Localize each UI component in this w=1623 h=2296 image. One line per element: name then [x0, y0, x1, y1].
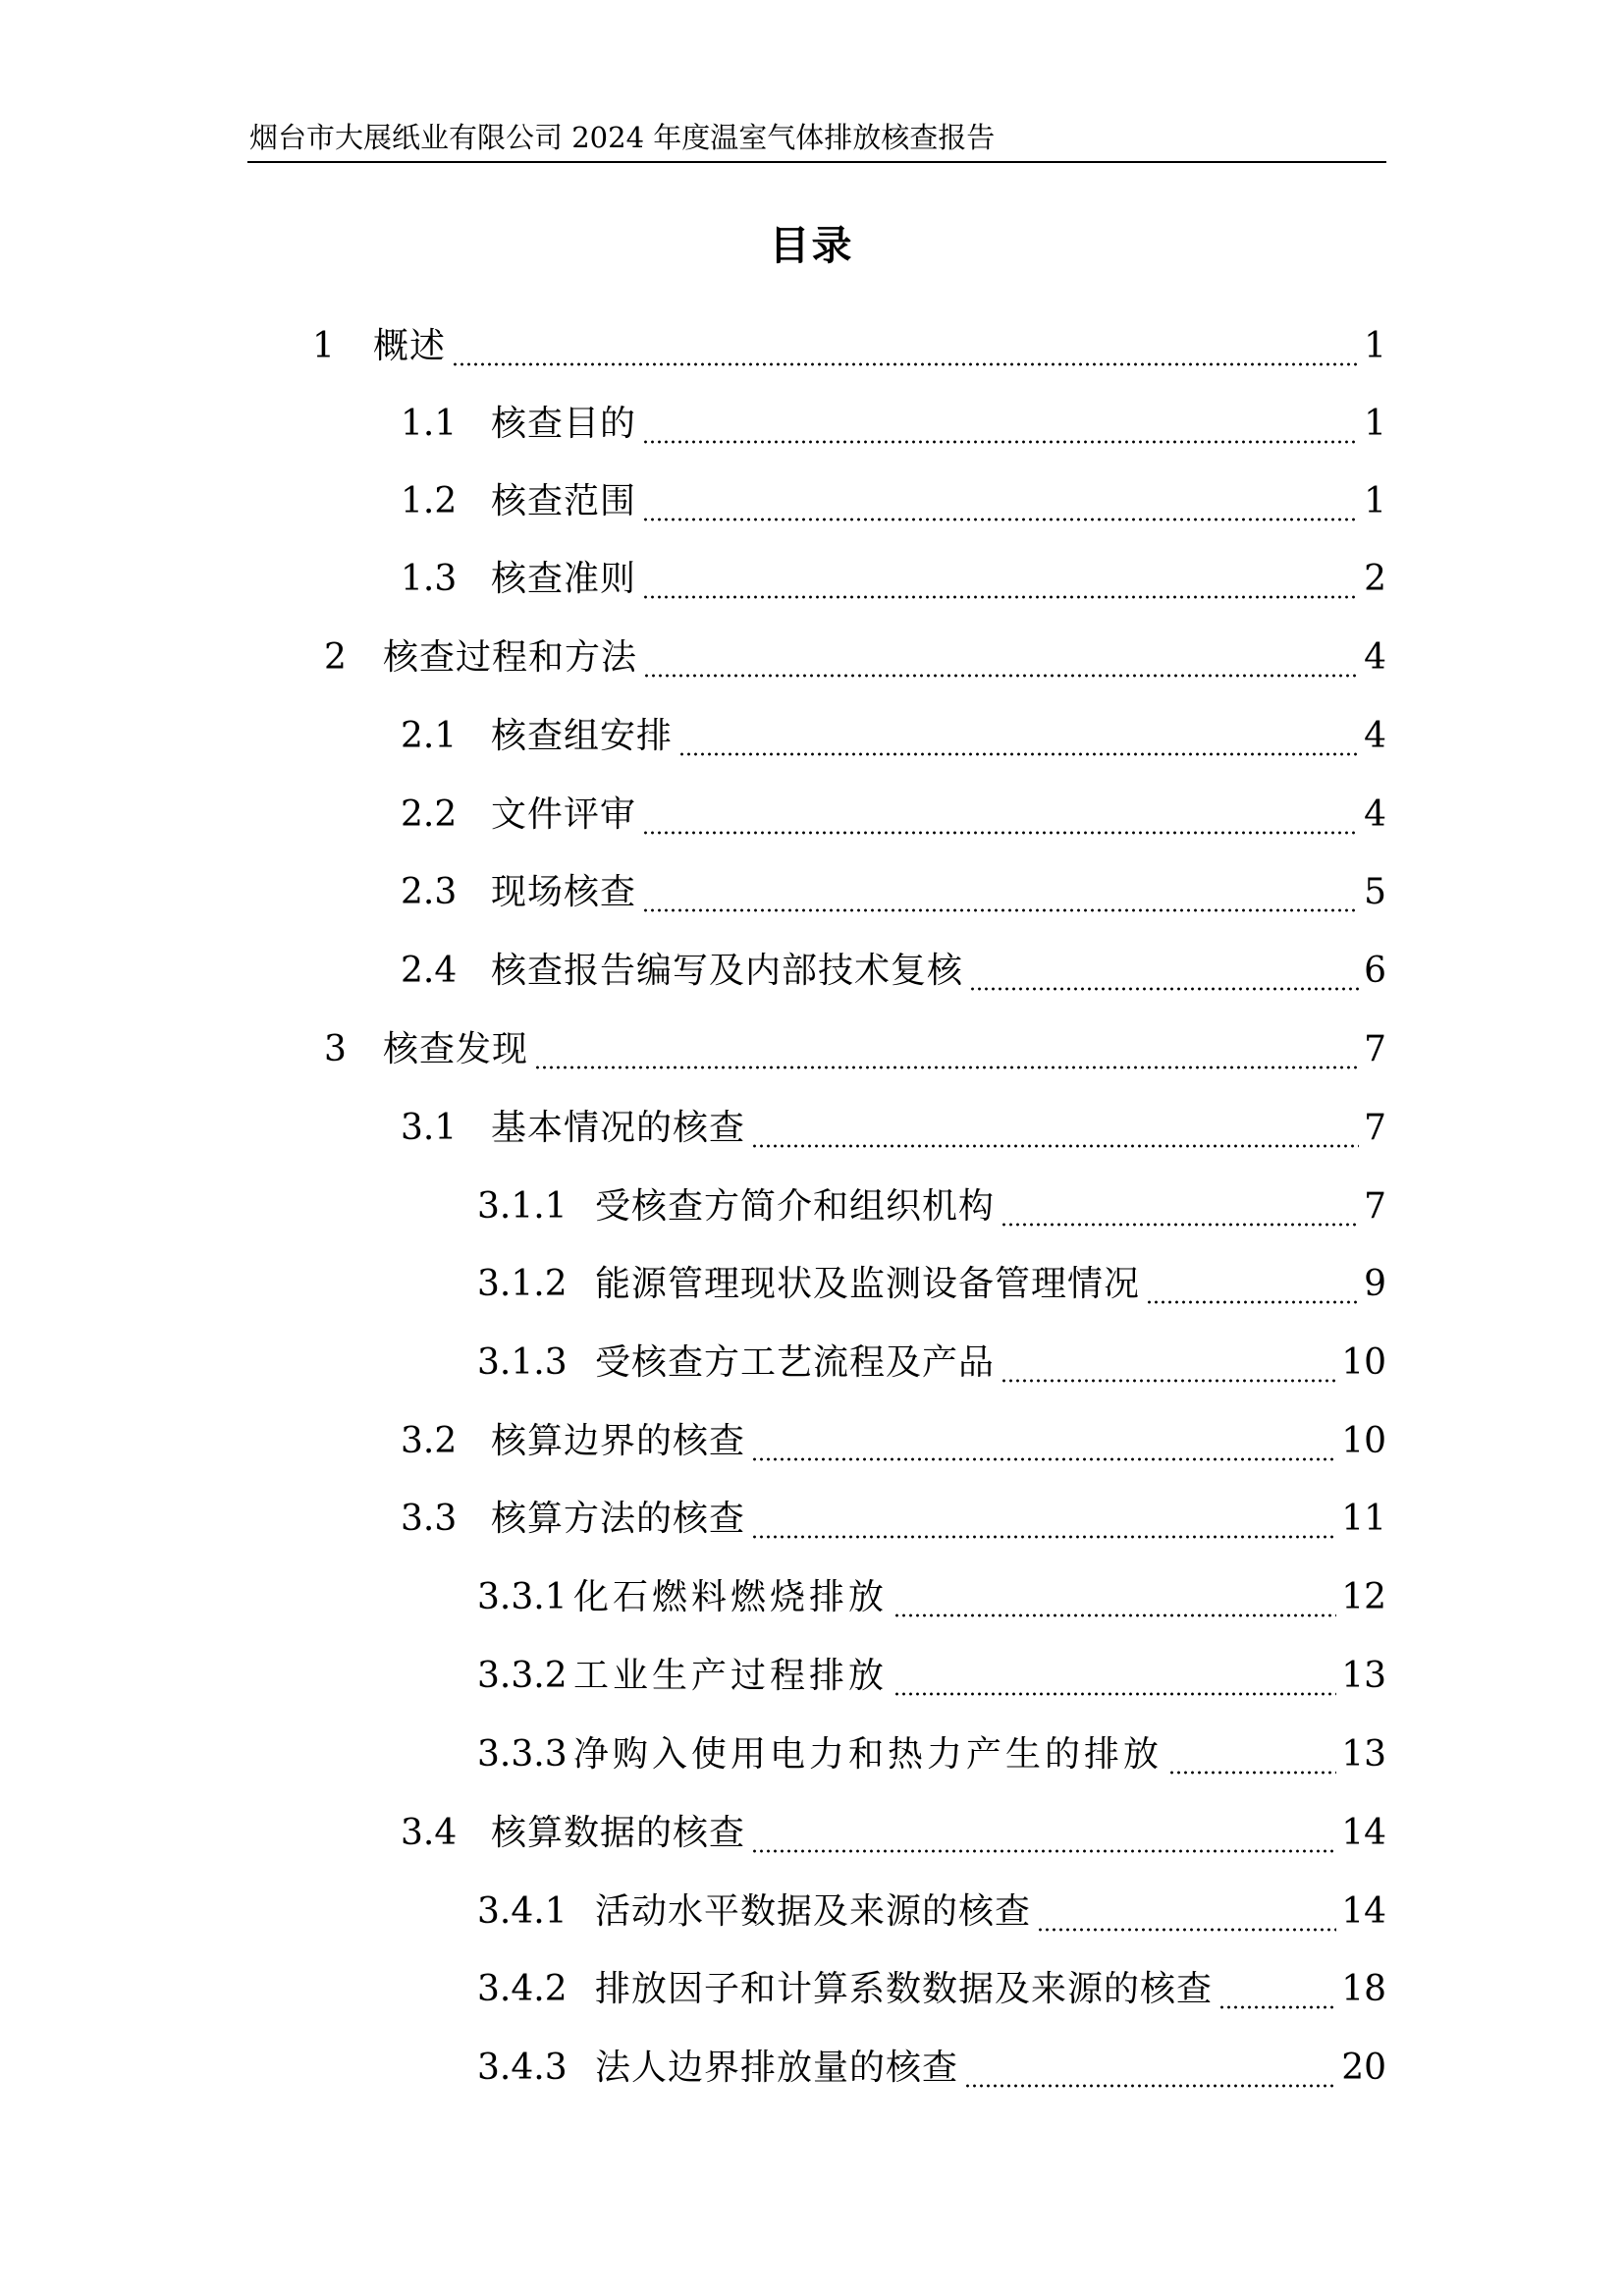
- dot-leader: [1037, 1889, 1336, 1935]
- toc-entry-number: 1.1: [401, 404, 458, 444]
- dot-leader: [642, 557, 1359, 602]
- toc-entry-page: 4: [1364, 716, 1386, 756]
- toc-entry-number: 3.4.3: [477, 2048, 568, 2088]
- toc-entry-number: 2.1: [401, 716, 458, 756]
- toc-entry-page: 14: [1341, 1891, 1386, 1932]
- toc-entry-1-2[interactable]: [401, 475, 1386, 524]
- toc-entry-title: 受核查方工艺流程及产品: [595, 1342, 996, 1383]
- toc-entry-page: 9: [1364, 1264, 1386, 1304]
- toc-entry-title: 净购入使用电力和热力产生的排放: [573, 1734, 1163, 1775]
- toc-entry-page: 10: [1341, 1421, 1386, 1461]
- toc-entry-number: 2.4: [401, 951, 458, 991]
- toc-entry-number: 3.3.3: [477, 1734, 568, 1775]
- toc-entry-3-4-2[interactable]: [477, 1963, 1386, 2012]
- dot-leader: [678, 714, 1359, 759]
- toc-entry-2-4[interactable]: [401, 945, 1386, 994]
- toc-entry-3-1-3[interactable]: [477, 1337, 1386, 1386]
- toc-entry-page: 13: [1341, 1734, 1386, 1775]
- dot-leader: [751, 1811, 1336, 1856]
- toc-entry-1-1[interactable]: [401, 398, 1386, 447]
- toc-entry-1-3[interactable]: [401, 553, 1386, 602]
- toc-entry-3-3-3[interactable]: [477, 1728, 1386, 1777]
- toc-entry-page: 1: [1364, 481, 1386, 521]
- toc-entry-number: 3.3.1: [477, 1577, 568, 1617]
- toc-entry-3-3-1[interactable]: [477, 1571, 1386, 1620]
- toc-entry-title: 核算方法的核查: [491, 1499, 746, 1539]
- dot-leader: [1146, 1262, 1359, 1307]
- dot-leader: [893, 1575, 1336, 1620]
- toc-entry-page: 12: [1341, 1577, 1386, 1617]
- toc-entry-number: 3.4.1: [477, 1891, 568, 1932]
- toc-entry-page: 4: [1364, 794, 1386, 835]
- toc-entry-title: 核查过程和方法: [383, 637, 638, 678]
- toc-entry-title: 排放因子和计算系数数据及来源的核查: [595, 1969, 1214, 2009]
- toc-entry-2[interactable]: [324, 631, 1386, 681]
- toc-entry-title: 法人边界排放量的核查: [595, 2048, 959, 2088]
- dot-leader: [643, 635, 1359, 681]
- toc-entry-page: 14: [1341, 1813, 1386, 1853]
- dot-leader: [642, 402, 1359, 447]
- toc-entry-3[interactable]: [324, 1023, 1386, 1072]
- toc-entry-number: 2.2: [401, 794, 458, 835]
- toc-entry-3-1[interactable]: [401, 1102, 1386, 1151]
- toc-entry-title: 文件评审: [491, 794, 637, 835]
- toc-entry-title: 核查目的: [491, 404, 637, 444]
- toc-entry-number: 3.4.2: [477, 1969, 568, 2009]
- toc-entry-number: 3.1.1: [477, 1186, 568, 1227]
- toc-entry-page: 5: [1364, 872, 1386, 912]
- toc-entry-3-4-3[interactable]: [477, 2042, 1386, 2091]
- toc-entry-title: 基本情况的核查: [491, 1108, 746, 1148]
- toc-entry-title: 核查准则: [491, 559, 637, 599]
- toc-entry-number: 3.3: [401, 1499, 458, 1539]
- toc-entry-page: 10: [1341, 1342, 1386, 1383]
- toc-entry-title: 核查报告编写及内部技术复核: [491, 951, 964, 991]
- toc-entry-2-2[interactable]: [401, 789, 1386, 838]
- toc-entry-3-4[interactable]: [401, 1807, 1386, 1856]
- toc-entry-number: 2.3: [401, 872, 458, 912]
- dot-leader: [642, 793, 1359, 838]
- dot-leader: [751, 1497, 1336, 1542]
- dot-leader: [534, 1027, 1359, 1072]
- dot-leader: [1168, 1732, 1336, 1777]
- toc-entry-title: 核算边界的核查: [491, 1421, 746, 1461]
- dot-leader: [1001, 1340, 1336, 1386]
- toc-entry-title: 化石燃料燃烧排放: [573, 1577, 889, 1617]
- toc-entry-1[interactable]: [312, 320, 1386, 369]
- toc-entry-number: 3.1.3: [477, 1342, 568, 1383]
- toc-entry-number: 2: [324, 637, 347, 678]
- toc-entry-page: 18: [1341, 1969, 1386, 2009]
- toc-entry-page: 1: [1364, 326, 1386, 366]
- toc-entry-number: 1.2: [401, 481, 458, 521]
- dot-leader: [642, 479, 1359, 524]
- toc-entry-page: 7: [1364, 1108, 1386, 1148]
- toc-entry-page: 7: [1364, 1029, 1386, 1069]
- dot-leader: [893, 1654, 1336, 1699]
- toc-entry-title: 能源管理现状及监测设备管理情况: [595, 1264, 1141, 1304]
- dot-leader: [1001, 1184, 1359, 1230]
- toc-entry-title: 核查发现: [383, 1029, 529, 1069]
- dot-leader: [642, 870, 1359, 915]
- toc-entry-title: 核算数据的核查: [491, 1813, 746, 1853]
- toc-entry-title: 现场核查: [491, 872, 637, 912]
- toc-entry-2-1[interactable]: [401, 710, 1386, 759]
- toc-entry-title: 工业生产过程排放: [573, 1656, 889, 1696]
- toc-entry-3-3[interactable]: [401, 1493, 1386, 1542]
- toc-entry-2-3[interactable]: [401, 866, 1386, 915]
- toc-entry-3-1-2[interactable]: [477, 1258, 1386, 1307]
- toc-entry-number: 3: [324, 1029, 347, 1069]
- toc-entry-3-3-2[interactable]: [477, 1650, 1386, 1699]
- dot-leader: [964, 2046, 1336, 2091]
- dot-leader: [751, 1106, 1359, 1151]
- dot-leader: [751, 1419, 1336, 1464]
- toc-entry-number: 1.3: [401, 559, 458, 599]
- toc-entry-page: 7: [1364, 1186, 1386, 1227]
- toc-entry-number: 3.3.2: [477, 1656, 568, 1696]
- toc-entry-title: 概述: [373, 326, 447, 366]
- toc-entry-number: 3.1.2: [477, 1264, 568, 1304]
- toc-entry-number: 3.4: [401, 1813, 458, 1853]
- toc-entry-3-2[interactable]: [401, 1415, 1386, 1464]
- toc-entry-number: 3.1: [401, 1108, 458, 1148]
- toc-entry-page: 13: [1341, 1656, 1386, 1696]
- toc-entry-page: 2: [1364, 559, 1386, 599]
- toc-entry-3-1-1[interactable]: [477, 1180, 1386, 1230]
- toc-entry-3-4-1[interactable]: [477, 1886, 1386, 1935]
- toc-entry-number: 3.2: [401, 1421, 458, 1461]
- toc-entry-page: 20: [1341, 2048, 1386, 2088]
- toc-title: 目录: [769, 222, 854, 269]
- toc-entry-title: 受核查方简介和组织机构: [595, 1186, 996, 1227]
- toc-entry-page: 1: [1364, 404, 1386, 444]
- dot-leader: [452, 324, 1359, 369]
- toc-entry-number: 1: [312, 326, 335, 366]
- toc-entry-title: 核查组安排: [491, 716, 674, 756]
- header-title: 烟台市大展纸业有限公司 2024 年度温室气体排放核查报告: [249, 121, 996, 154]
- dot-leader: [1218, 1967, 1336, 2012]
- toc-entry-title: 活动水平数据及来源的核查: [595, 1891, 1032, 1932]
- toc-entry-page: 11: [1341, 1499, 1386, 1539]
- toc-entry-page: 4: [1364, 637, 1386, 678]
- toc-entry-page: 6: [1364, 951, 1386, 991]
- dot-leader: [969, 949, 1359, 994]
- toc-entry-title: 核查范围: [491, 481, 637, 521]
